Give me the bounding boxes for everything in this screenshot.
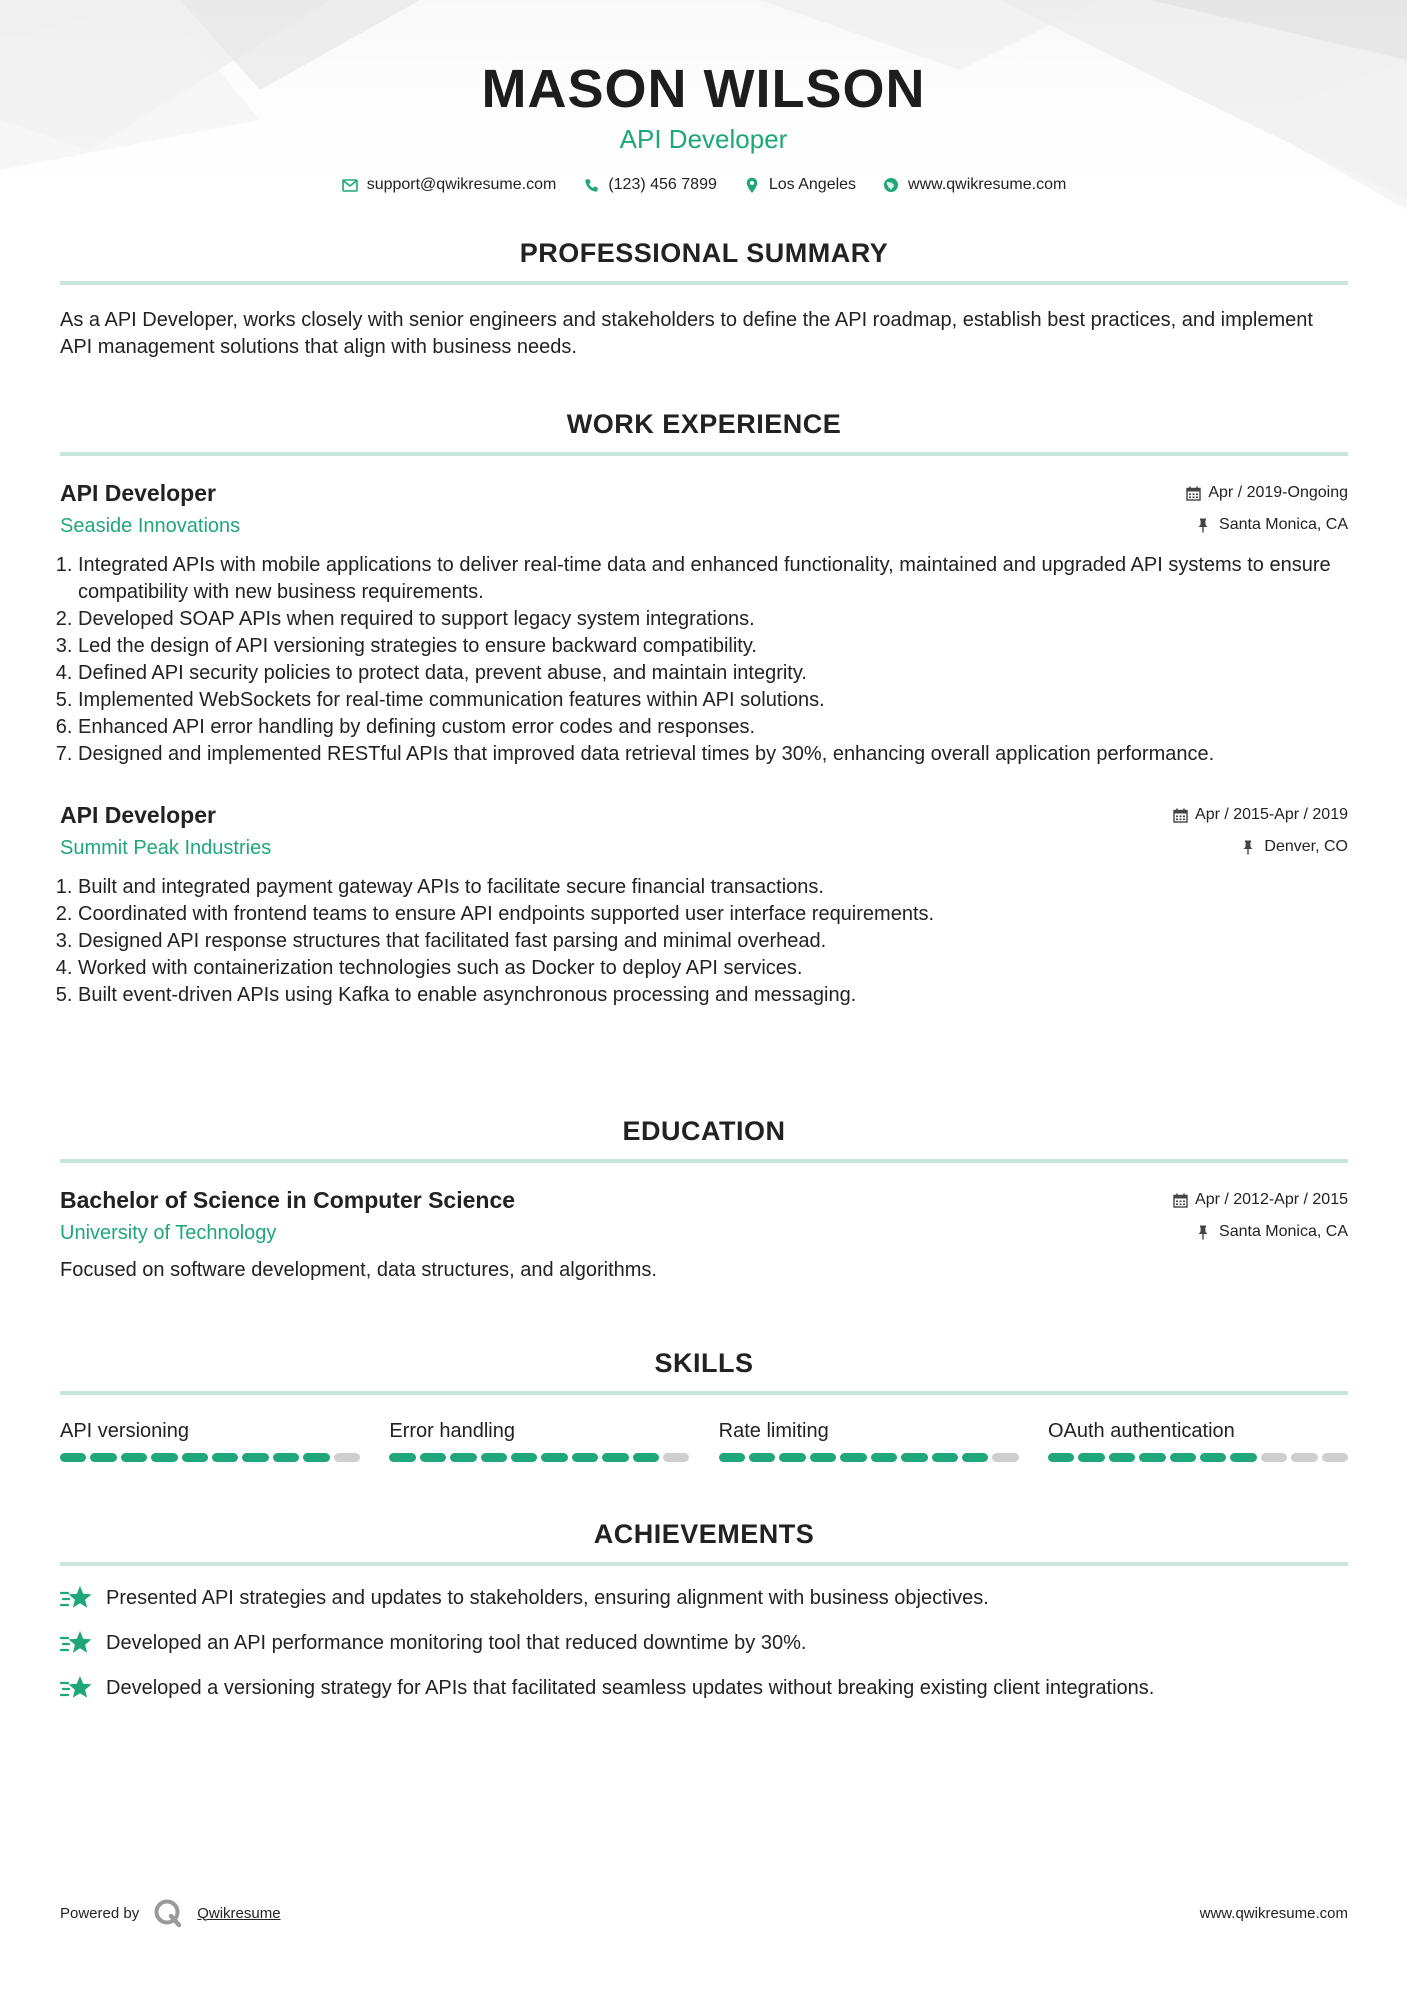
skill-item (1048, 1417, 1348, 1462)
job-meta (1173, 800, 1348, 860)
list-item: 5. Implemented WebSockets for real-time communication features within API solutions. (78, 687, 1348, 714)
summary-heading: PROFESSIONAL SUMMARY (60, 236, 1348, 285)
calendar-icon (1173, 1193, 1188, 1208)
achievements-section (60, 1517, 1348, 1719)
skill-level-bar (389, 1453, 689, 1462)
job-title: API Developer (60, 480, 216, 506)
achievement-text: Presented API strategies and updates to stakeholders, ensuring alignment with business objectives. (106, 1586, 989, 1609)
job-dates: Apr / 2015-Apr / 2019 (1195, 806, 1348, 823)
calendar-icon (1173, 808, 1188, 823)
job-location: Santa Monica, CA (1219, 516, 1348, 533)
pushpin-icon (1242, 840, 1257, 855)
skill-segment-filled (810, 1453, 836, 1462)
skill-segment-filled (151, 1453, 177, 1462)
list-item: 5. Built event-driven APIs using Kafka to enable asynchronous processing and messaging. (78, 982, 1348, 1009)
list-item: 7. Designed and implemented RESTful APIs that improved data retrieval times by 30%, enhancing overall application performance. (78, 741, 1348, 768)
map-pin-icon (743, 176, 761, 194)
skill-name: OAuth authentication (1047, 1420, 1235, 1442)
education-entry (60, 1185, 1348, 1284)
skill-segment-filled (1078, 1453, 1104, 1462)
powered-by-label: Powered by (60, 1904, 140, 1922)
education-location: Santa Monica, CA (1219, 1223, 1348, 1240)
achievement-item (60, 1674, 1348, 1702)
skill-segment-filled (1139, 1453, 1165, 1462)
skill-segment-filled (541, 1453, 567, 1462)
skill-segment-filled (1200, 1453, 1226, 1462)
list-item: 1. Integrated APIs with mobile applications to deliver real-time data and enhanced functionality, maintained and upgraded API systems to ensure compatibility with new business requirements. (78, 552, 1348, 606)
job-entry (60, 478, 1348, 768)
skill-segment-filled (901, 1453, 927, 1462)
job-company: Seaside Innovations (60, 515, 241, 537)
skills-heading: SKILLS (60, 1346, 1348, 1395)
skill-segment-filled (779, 1453, 805, 1462)
job-header (60, 800, 1348, 862)
skills-row (60, 1417, 1348, 1462)
skills-section (60, 1346, 1348, 1462)
list-item: 4. Defined API security policies to protect data, prevent abuse, and maintain integrity. (78, 660, 1348, 687)
education-section (60, 1114, 1348, 1284)
skill-segment-filled (60, 1453, 86, 1462)
skill-segment-filled (303, 1453, 329, 1462)
skill-segment-empty (1261, 1453, 1287, 1462)
skill-segment-filled (121, 1453, 147, 1462)
skill-name: Rate limiting (718, 1420, 829, 1442)
skill-segment-filled (1048, 1453, 1074, 1462)
phone-icon (582, 176, 600, 194)
summary-text: As a API Developer, works closely with senior engineers and stakeholders to define the API roadmap, establish best practices, and implement API management solutions that align with business needs. (60, 309, 1313, 358)
skill-segment-empty (1291, 1453, 1317, 1462)
skill-item (719, 1417, 1019, 1462)
skill-segment-empty (334, 1453, 360, 1462)
education-description: Focused on software development, data structures, and algorithms. (60, 1259, 657, 1281)
skill-segment-filled (572, 1453, 598, 1462)
skill-name: Error handling (389, 1420, 515, 1442)
footer (60, 1898, 1348, 1928)
skill-segment-filled (1109, 1453, 1135, 1462)
achievement-item (60, 1629, 1348, 1657)
list-item: 4. Worked with containerization technologies such as Docker to deploy API services. (78, 955, 1348, 982)
experience-heading: WORK EXPERIENCE (60, 407, 1348, 456)
resume-header (0, 0, 1407, 156)
skill-segment-filled (420, 1453, 446, 1462)
skill-segment-filled (242, 1453, 268, 1462)
skill-level-bar (719, 1453, 1019, 1462)
globe-icon (882, 176, 900, 194)
skill-segment-filled (871, 1453, 897, 1462)
footer-website[interactable]: www.qwikresume.com (1199, 1904, 1348, 1922)
list-item: 3. Led the design of API versioning strategies to ensure backward compatibility. (78, 633, 1348, 660)
education-meta (1173, 1185, 1348, 1245)
skill-segment-filled (450, 1453, 476, 1462)
calendar-icon (1186, 486, 1201, 501)
qwikresume-link[interactable]: Qwikresume (197, 1904, 281, 1922)
education-heading: EDUCATION (60, 1114, 1348, 1163)
achievements-list (60, 1584, 1348, 1702)
skill-segment-filled (749, 1453, 775, 1462)
experience-section (60, 407, 1348, 1009)
skill-level-bar (1048, 1453, 1348, 1462)
skill-segment-filled (273, 1453, 299, 1462)
job-bullets (60, 552, 1348, 768)
achievements-heading: ACHIEVEMENTS (60, 1517, 1348, 1566)
skill-segment-empty (663, 1453, 689, 1462)
skill-segment-filled (1170, 1453, 1196, 1462)
pushpin-icon (1197, 1225, 1212, 1240)
skill-item (389, 1417, 689, 1462)
skill-segment-filled (962, 1453, 988, 1462)
job-header (60, 478, 1348, 540)
list-item: 3. Designed API response structures that facilitated fast parsing and minimal overhead. (78, 928, 1348, 955)
skill-segment-filled (212, 1453, 238, 1462)
summary-section (60, 236, 1348, 361)
list-item: 2. Developed SOAP APIs when required to support legacy system integrations. (78, 606, 1348, 633)
candidate-role: API Developer (619, 124, 788, 154)
phone-text: (123) 456 7899 (608, 176, 717, 193)
job-dates: Apr / 2019-Ongoing (1208, 484, 1348, 501)
contact-website[interactable] (882, 176, 1066, 194)
skill-segment-filled (481, 1453, 507, 1462)
list-item: 6. Enhanced API error handling by defining custom error codes and responses. (78, 714, 1348, 741)
skill-segment-filled (602, 1453, 628, 1462)
list-item: 1. Built and integrated payment gateway APIs to facilitate secure financial transactions. (78, 874, 1348, 901)
contact-location (743, 176, 856, 194)
job-title: API Developer (60, 802, 216, 828)
skill-segment-empty (992, 1453, 1018, 1462)
contact-email[interactable] (341, 176, 557, 194)
skill-segment-filled (840, 1453, 866, 1462)
skill-segment-filled (719, 1453, 745, 1462)
degree-title: Bachelor of Science in Computer Science (60, 1187, 516, 1213)
job-location: Denver, CO (1264, 838, 1348, 855)
candidate-name: MASON WILSON (481, 59, 926, 119)
pushpin-icon (1197, 518, 1212, 533)
website-text: www.qwikresume.com (908, 176, 1067, 193)
skill-segment-filled (511, 1453, 537, 1462)
achievement-text: Developed a versioning strategy for APIs that facilitated seamless updates without breaking existing client integrations. (106, 1676, 1155, 1699)
shooting-star-icon (60, 1584, 92, 1612)
skill-segment-filled (389, 1453, 415, 1462)
powered-by (60, 1898, 281, 1928)
skill-segment-filled (1230, 1453, 1256, 1462)
education-dates: Apr / 2012-Apr / 2015 (1195, 1191, 1348, 1208)
skill-item (60, 1417, 360, 1462)
achievement-item (60, 1584, 1348, 1612)
job-bullets (60, 874, 1348, 1009)
qwikresume-logo-icon (153, 1898, 183, 1928)
shooting-star-icon (60, 1674, 92, 1702)
location-text: Los Angeles (768, 176, 857, 193)
job-entry (60, 800, 1348, 1009)
envelope-icon (341, 176, 359, 194)
skill-segment-filled (90, 1453, 116, 1462)
skill-level-bar (60, 1453, 360, 1462)
email-text: support@qwikresume.com (366, 176, 557, 193)
contact-row (0, 176, 1407, 194)
skill-segment-filled (182, 1453, 208, 1462)
school-name: University of Technology (60, 1222, 277, 1244)
achievement-text: Developed an API performance monitoring tool that reduced downtime by 30%. (106, 1631, 807, 1654)
skill-name: API versioning (60, 1420, 189, 1442)
list-item: 2. Coordinated with frontend teams to ensure API endpoints supported user interface requirements. (78, 901, 1348, 928)
shooting-star-icon (60, 1629, 92, 1657)
job-meta (1186, 478, 1348, 538)
skill-segment-empty (1322, 1453, 1348, 1462)
education-header (60, 1185, 1348, 1247)
skill-segment-filled (633, 1453, 659, 1462)
contact-phone[interactable] (582, 176, 717, 194)
skill-segment-filled (932, 1453, 958, 1462)
job-company: Summit Peak Industries (60, 837, 272, 859)
